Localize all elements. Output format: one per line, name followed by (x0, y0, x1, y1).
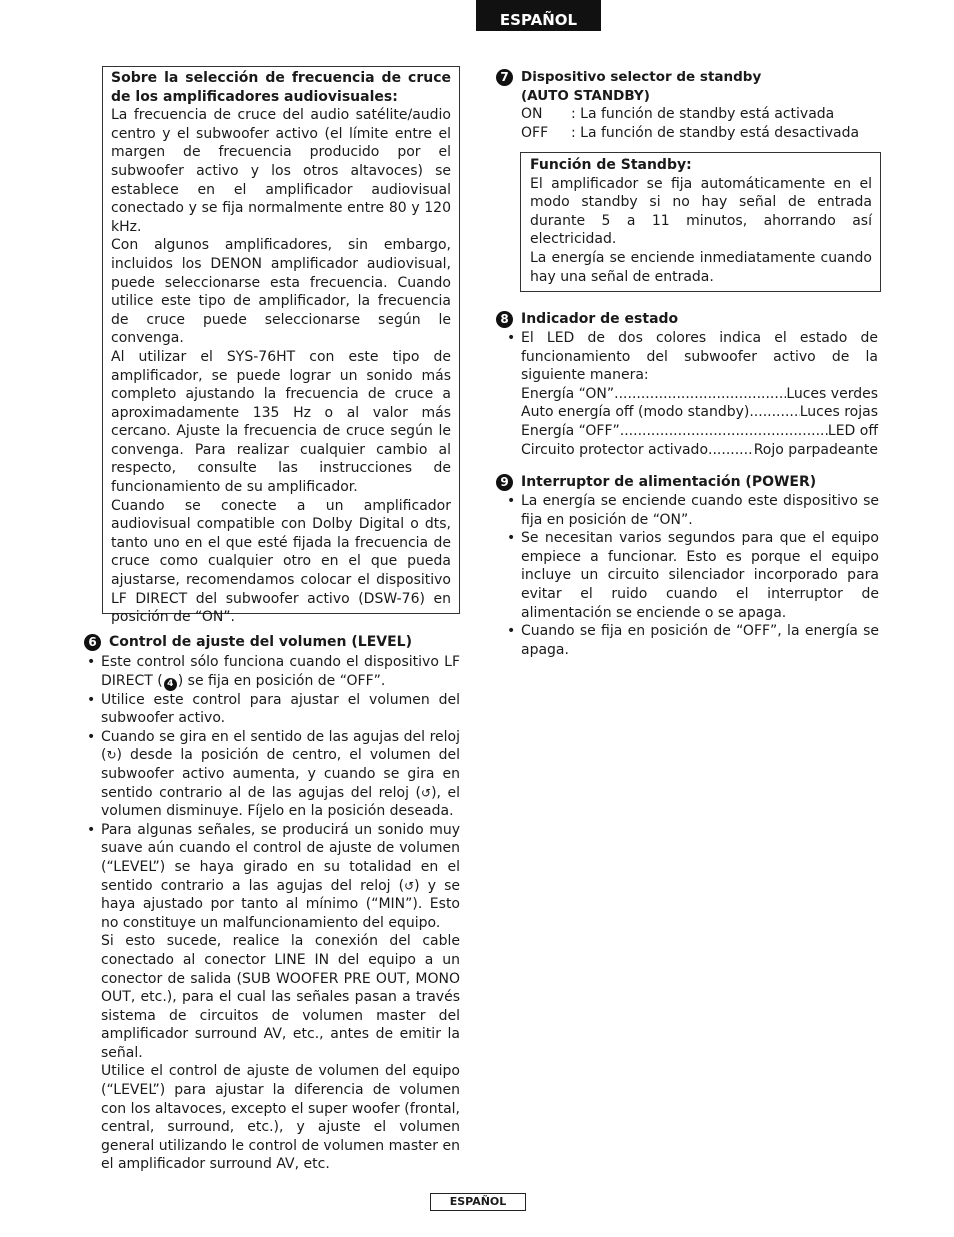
note-paragraph: La frecuencia de cruce del audio satélite/audio centro y el subwoofer activo (el límite entre el margen de frecuencia producido por el subwoofer activo y los otros altavoces) se establece en el amplificador audiovisual conectado y se fija normalmente entre 80 y 120 kHz. (111, 107, 451, 235)
standby-function-box (520, 152, 881, 292)
status-row: Circuito protector activado ..... Rojo parpadeante (521, 441, 878, 460)
section-number-badge: 7 (496, 69, 513, 86)
section-number-badge: 8 (496, 311, 513, 328)
note-paragraph: Con algunos amplificadores, sin embargo, incluidos los DENON amplificador audiovisual, puede seleccionarse esta frecuencia. Cuando utilice este tipo de amplificador, la frecuencia de cruce puede seleccionarse según le convenga. (111, 237, 451, 347)
section-title: Dispositivo selector de standby (AUTO STANDBY) (521, 69, 762, 104)
status-row: Energía “ON” ..... Luces verdes (521, 385, 878, 404)
section-title: Interruptor de alimentación (POWER) (521, 474, 817, 490)
list-item: • La energía se enciende cuando este dispositivo se fija en posición de “ON”. (507, 492, 879, 529)
list-item: • El LED de dos colores indica el estado de funcionamiento del subwoofer activo de la siguiente manera: Energía “ON” ..... Luces verdes Auto energía off (modo standby) ..... Luces rojas Energía “OFF” ..... LED off Circuito protector activado ..... Rojo parpadeante (507, 329, 878, 459)
list-item: • Para algunas señales, se producirá un sonido muy suave aún cuando el control de ajuste de volumen (“LEVEL”) se haya girado en su totalidad en el sentido contrario a las agujas del reloj (↺) y se haya ajustado por tanto al mínimo (“MIN”). Esto no constituye un malfuncionamiento del equipo. Si esto sucede, realice la conexión del cable conectado al conector LINE IN del equipo a un conector de salida (SUB WOOFER PRE OUT, MONO OUT, etc.), para el cual las señales pasan a través sistema de circuitos de volumen master del amplificador surround AV, etc., antes de emitir la señal. Utilice el control de ajuste de volumen del equipo (“LEVEL”) para ajustar la diferencia de volumen con los altavoces, excepto el super woofer (frontal, central, surround, etc.), y ajuste el volumen general utilizando le control de volumen master en el amplificador surround AV, etc. (87, 821, 460, 1174)
list-item: • Se necesitan varios segundos para que el equipo empiece a funcionar. Esto es porque el equipo incluye un circuito silenciador incorporado para evitar el ruido cuando el interruptor de alimentación se enciende o se apaga. (507, 529, 879, 622)
option-row: OFF : La función de standby está desactivada (521, 124, 860, 141)
reference-badge: 4 (164, 678, 177, 691)
box-title: Función de Standby: (530, 157, 692, 173)
section-number-badge: 6 (84, 634, 101, 651)
section-9-body (507, 492, 879, 659)
list-item-paragraph: Utilice el control de ajuste de volumen del equipo (“LEVEL”) para ajustar la diferencia de volumen con los altavoces, excepto el super woofer (frontal, central, surround, etc.), y ajuste el volumen general utilizando le control de volumen master en el amplificador surround AV, etc. (101, 1063, 460, 1173)
list-item: • Este control sólo funciona cuando el dispositivo LF DIRECT ( 4 ) se fija en posición de “OFF”. (87, 653, 460, 691)
box-paragraph: El amplificador se fija automáticamente en el modo standby si no hay señal de entrada durante 5 a 11 minutos, ahorrando así electricidad. (530, 175, 872, 248)
list-item: • Cuando se gira en el sentido de las agujas del reloj (↻) desde la posición de centro, el volumen del subwoofer activo aumenta, y cuando se gira en sentido contrario al de las agujas del reloj (↺), el volumen disminuye. Fíjelo en la posición deseada. (87, 728, 460, 821)
note-title: Sobre la selección de frecuencia de cruce de los amplificadores audiovisuales: (111, 70, 451, 105)
section-6-body (87, 653, 460, 1174)
language-tab-top: ESPAÑOL (476, 0, 601, 31)
status-row: Energía “OFF” ..... LED off (521, 422, 878, 441)
section-number-badge: 9 (496, 474, 513, 491)
counterclockwise-arrow-icon: ↺ (421, 785, 432, 800)
note-paragraph: Cuando se conecte a un amplificador audiovisual compatible con Dolby Digital o dts, tanto uno en el que esté fijada la frecuencia de cruce como cualquier otro en el que pueda ajustarse, recomendamos colocar el dispositivo LF DIRECT del subwoofer activo (DSW-76) en posición de “ON”. (111, 497, 451, 626)
option-row: ON : La función de standby está activada (521, 106, 835, 122)
list-item: • Cuando se fija en posición de “OFF”, la energía se apaga. (507, 622, 879, 659)
section-title: Control de ajuste del volumen (LEVEL) (109, 634, 412, 650)
crossover-note-box (102, 66, 460, 626)
section-6-heading (84, 633, 412, 652)
section-7-options (521, 105, 881, 142)
list-item: • Utilice este control para ajustar el volumen del subwoofer activo. (87, 691, 460, 728)
box-paragraph: La energía se enciende inmediatamente cuando hay una señal de entrada. (530, 249, 872, 285)
section-title: Indicador de estado (521, 311, 679, 327)
section-8-heading (496, 310, 678, 329)
section-8-body (507, 329, 878, 459)
section-7-heading (496, 68, 761, 105)
list-item-paragraph: Si esto sucede, realice la conexión del cable conectado al conector LINE IN del equipo a un conector de salida (SUB WOOFER PRE OUT, MONO OUT, etc.), para el cual las señales pasan a través sistema de circuitos de volumen master del amplificador surround AV, etc., antes de emitir la señal. (101, 933, 460, 1061)
status-row: Auto energía off (modo standby) ..... Luces rojas (521, 403, 878, 422)
clockwise-arrow-icon: ↻ (106, 748, 117, 763)
language-tab-bottom: ESPAÑOL (430, 1193, 526, 1211)
note-paragraph: Al utilizar el SYS-76HT con este tipo de amplificador, se puede lograr un sonido más completo ajustando la frecuencia de cruce a aproximadamente 135 Hz o al valor más cercano. Ajuste la frecuencia de cruce según le convenga. Para realizar cualquier cambio al respecto, consulte las instrucciones de funcionamiento de su amplificador. (111, 348, 451, 496)
counterclockwise-arrow-icon: ↺ (404, 878, 415, 893)
section-9-heading (496, 473, 816, 492)
